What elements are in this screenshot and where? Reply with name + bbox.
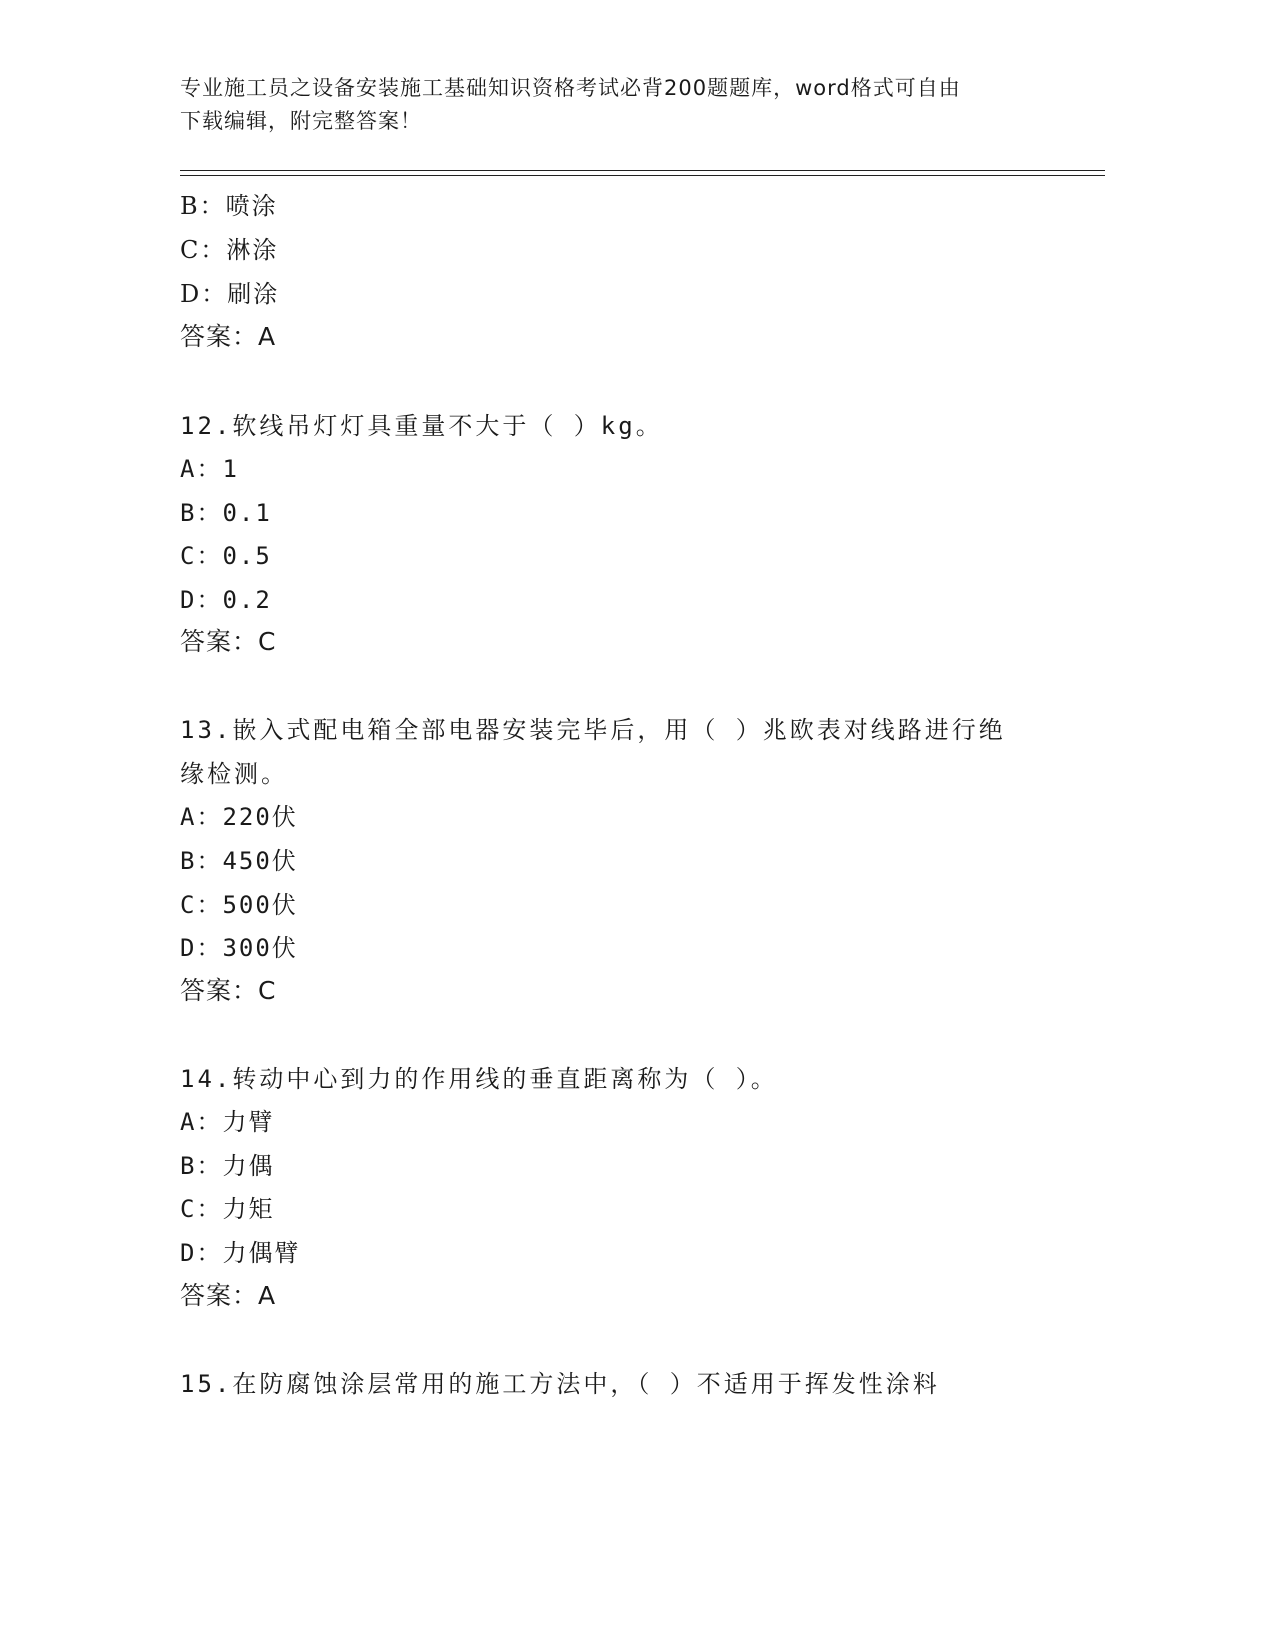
question-13-option-a: A：220伏 — [180, 803, 298, 831]
question-14-option-b: B：力偶 — [180, 1152, 275, 1180]
question-12-text: 12.软线吊灯灯具重量不大于（ ）kg。 — [180, 412, 663, 440]
question-12-option-d: D：0.2 — [180, 586, 272, 614]
question-13-option-b: B：450伏 — [180, 847, 298, 875]
question-13-option-c: C：500伏 — [180, 891, 298, 919]
question-13-text-line-2: 缘检测。 — [180, 760, 288, 788]
question-13-answer: 答案：C — [180, 976, 277, 1005]
option-d: D：刷涂 — [180, 280, 280, 308]
question-13-text-line-1: 13.嵌入式配电箱全部电器安装完毕后，用（ ）兆欧表对线路进行绝 — [180, 716, 1006, 744]
question-content — [180, 0, 1130, 1650]
question-15-text: 15.在防腐蚀涂层常用的施工方法中，（ ）不适用于挥发性涂料 — [180, 1370, 940, 1398]
answer-label: 答案：A — [180, 322, 277, 351]
question-13-option-d: D：300伏 — [180, 934, 298, 962]
question-14-option-c: C：力矩 — [180, 1195, 275, 1223]
question-14-answer: 答案：A — [180, 1281, 277, 1310]
question-12-answer: 答案：C — [180, 627, 277, 656]
option-b: B：喷涂 — [180, 192, 278, 220]
header-line-2: 下载编辑，附完整答案！ — [180, 109, 422, 133]
question-14-option-d: D：力偶臂 — [180, 1239, 301, 1267]
option-c: C：淋涂 — [180, 236, 279, 264]
question-14-text: 14.转动中心到力的作用线的垂直距离称为（ ）。 — [180, 1065, 778, 1093]
header-line-1: 专业施工员之设备安装施工基础知识资格考试必背200题题库，word格式可自由 — [180, 76, 961, 100]
question-12-option-c: C：0.5 — [180, 542, 272, 570]
question-12-option-a: A：1 — [180, 455, 239, 483]
question-12-option-b: B：0.1 — [180, 499, 272, 527]
question-14-option-a: A：力臂 — [180, 1108, 275, 1136]
